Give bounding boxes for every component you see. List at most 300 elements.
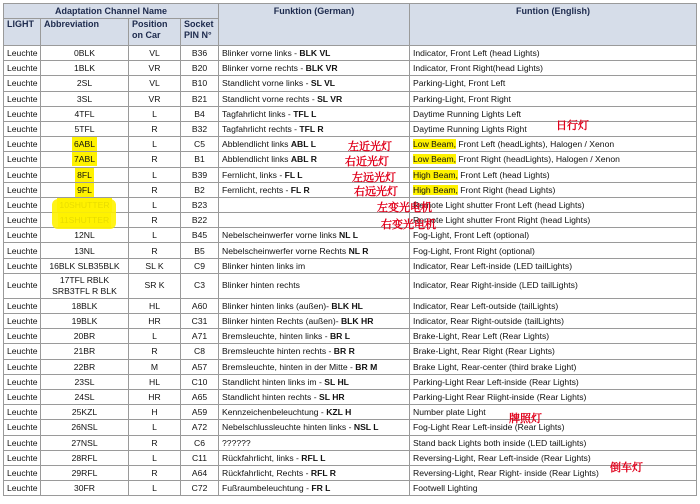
cell-abbreviation — [41, 298, 129, 313]
cell-light — [4, 228, 41, 243]
annotation-reverse: 倒车灯 — [610, 461, 643, 474]
german-code: BR L — [329, 331, 351, 342]
german-code: ABL L — [290, 139, 316, 150]
cell-light — [4, 91, 41, 106]
table-row — [4, 182, 697, 197]
cell-position — [129, 359, 181, 374]
cell-light — [4, 137, 41, 152]
german-code: RFL R — [310, 467, 337, 478]
cell-socket — [181, 298, 219, 313]
cell-funktion-german — [219, 106, 410, 121]
german-text: Nebelscheinwerfer vorne Rechts — [222, 245, 349, 256]
annotation-high-left: 左远光灯 — [352, 171, 396, 184]
position-text: L — [152, 331, 157, 342]
english-highlight: High Beam, — [413, 184, 458, 195]
position-text: R — [151, 245, 158, 256]
abbreviation-text: 22BR — [73, 361, 96, 372]
abbreviation-text: 25KZL — [71, 407, 98, 418]
abbreviation-text: 30FR — [73, 483, 95, 494]
english-text: Fog-Light Rear Left-inside (Rear Lights) — [413, 422, 565, 433]
light-text: Leuchte — [7, 452, 38, 463]
english-text: Brake Light, Rear-center (third brake Light) — [413, 361, 577, 372]
cell-socket — [181, 76, 219, 91]
cell-funktion-english — [410, 405, 697, 420]
german-code: FL R — [290, 184, 310, 195]
socket-text: B5 — [194, 245, 205, 256]
table-row — [4, 450, 697, 465]
light-text: Leuchte — [7, 124, 38, 135]
light-text: Leuchte — [7, 407, 38, 418]
light-text: Leuchte — [7, 361, 38, 372]
cell-funktion-german — [219, 450, 410, 465]
english-text: Stand back Lights both inside (LED tailLights) — [413, 437, 587, 448]
cell-position — [129, 213, 181, 228]
cell-socket — [181, 152, 219, 167]
cell-funktion-german — [219, 46, 410, 61]
socket-text: B2 — [194, 184, 205, 195]
german-code: NL L — [339, 230, 358, 241]
light-text: Leuchte — [7, 376, 38, 387]
german-text: Bremsleuchte, hinten in der Mitte - — [222, 361, 356, 372]
position-text: R — [151, 154, 158, 165]
light-text: Leuchte — [7, 260, 38, 271]
cell-funktion-english — [410, 420, 697, 435]
german-text: Rückfahrlicht, Rechts - — [222, 467, 311, 478]
socket-text: A59 — [191, 407, 208, 418]
english-text: Remote Light shutter Front Right (head Lights) — [413, 215, 591, 226]
abbreviation-text: 29RFL — [71, 467, 98, 478]
table-row — [4, 344, 697, 359]
cell-funktion-german — [219, 465, 410, 480]
cell-funktion-german — [219, 273, 410, 298]
cell-light — [4, 314, 41, 329]
light-text: Leuchte — [7, 184, 38, 195]
cell-abbreviation — [41, 228, 129, 243]
socket-text: B21 — [191, 93, 208, 104]
cell-funktion-english — [410, 481, 697, 496]
socket-text: B32 — [191, 124, 208, 135]
cell-funktion-english — [410, 167, 697, 182]
german-text: Standlicht vorne links - — [222, 78, 311, 89]
table-row — [4, 76, 697, 91]
cell-position — [129, 420, 181, 435]
cell-socket — [181, 465, 219, 480]
socket-text: C8 — [194, 346, 205, 357]
english-highlight: Low Beam, — [413, 154, 457, 165]
cell-abbreviation — [41, 243, 129, 258]
german-text: Fernlicht, links - — [222, 169, 285, 180]
lighting-channel-table — [3, 3, 697, 496]
abbreviation-text: 16BLK SLB35BLK — [49, 260, 120, 271]
cell-position — [129, 46, 181, 61]
position-text: R — [151, 467, 158, 478]
light-text: Leuchte — [7, 78, 38, 89]
table-body — [4, 46, 697, 496]
socket-text: A72 — [191, 422, 208, 433]
cell-abbreviation — [41, 405, 129, 420]
cell-abbreviation — [41, 389, 129, 404]
german-code: BLK HR — [340, 316, 374, 327]
english-text: Indicator, Rear Right-outside (tailLights) — [413, 316, 564, 327]
table-row — [4, 481, 697, 496]
english-highlight: Low Beam, — [413, 139, 457, 150]
cell-position — [129, 405, 181, 420]
german-text: Abblendlicht links — [222, 139, 291, 150]
position-text: R — [151, 124, 158, 135]
english-text: Daytime Running Lights Right — [413, 124, 527, 135]
table-row — [4, 420, 697, 435]
abbreviation-text: 20BR — [73, 331, 96, 342]
cell-position — [129, 389, 181, 404]
position-text: HL — [149, 376, 160, 387]
light-text: Leuchte — [7, 199, 38, 210]
annotation-drl: 日行灯 — [556, 119, 589, 132]
german-code: SL VR — [317, 93, 343, 104]
socket-text: C9 — [194, 260, 205, 271]
german-text: Standlicht vorne rechts - — [222, 93, 318, 104]
table-row — [4, 329, 697, 344]
cell-funktion-german — [219, 243, 410, 258]
cell-funktion-english — [410, 258, 697, 273]
header-abbreviation: Abbreviation — [41, 19, 129, 46]
german-text: Abblendlicht links — [222, 154, 291, 165]
cell-funktion-english — [410, 435, 697, 450]
table-row — [4, 389, 697, 404]
english-text: Indicator, Rear Right-inside (LED tailLights) — [413, 280, 578, 291]
table-row — [4, 273, 697, 298]
position-text: H — [151, 407, 158, 418]
table-row — [4, 298, 697, 313]
cell-funktion-german — [219, 405, 410, 420]
cell-light — [4, 344, 41, 359]
light-text: Leuchte — [7, 280, 38, 291]
cell-position — [129, 258, 181, 273]
table-row — [4, 405, 697, 420]
german-code: FR L — [311, 483, 331, 494]
cell-funktion-english — [410, 298, 697, 313]
english-text: Remote Light shutter Front Left (head Lights) — [413, 199, 585, 210]
cell-light — [4, 152, 41, 167]
german-text: Tagfahrlicht links - — [222, 108, 294, 119]
position-text: L — [152, 422, 157, 433]
cell-light — [4, 374, 41, 389]
cell-socket — [181, 228, 219, 243]
cell-position — [129, 450, 181, 465]
annotation-plate: 牌照灯 — [509, 412, 542, 425]
position-text: VR — [148, 93, 161, 104]
english-text: Parking-Light Rear Left-inside (Rear Lights) — [413, 376, 579, 387]
cell-abbreviation — [41, 465, 129, 480]
cell-funktion-english — [410, 374, 697, 389]
cell-funktion-german — [219, 121, 410, 136]
table-row — [4, 243, 697, 258]
header-light: LIGHT — [4, 19, 41, 46]
cell-funktion-english — [410, 359, 697, 374]
header-funktion-english: Funtion (English) — [410, 4, 697, 46]
cell-light — [4, 420, 41, 435]
cell-position — [129, 298, 181, 313]
german-text: Standlicht hinten links im - — [222, 376, 325, 387]
cell-funktion-german — [219, 359, 410, 374]
light-text: Leuchte — [7, 245, 38, 256]
table-row — [4, 228, 697, 243]
annotation-high-right: 右远光灯 — [354, 185, 398, 198]
abbreviation-text: 1BLK — [73, 63, 96, 74]
cell-abbreviation — [41, 420, 129, 435]
german-code: BLK HL — [331, 300, 363, 311]
english-text: Front Left (headLights), Halogen / Xenon — [456, 139, 615, 150]
cell-position — [129, 106, 181, 121]
cell-socket — [181, 91, 219, 106]
english-highlight: High Beam, — [413, 169, 458, 180]
abbreviation-text: 2SL — [76, 78, 93, 89]
cell-socket — [181, 359, 219, 374]
cell-abbreviation — [41, 76, 129, 91]
abbreviation-text: 21BR — [73, 346, 96, 357]
table-row — [4, 258, 697, 273]
light-text: Leuchte — [7, 316, 38, 327]
position-text: R — [151, 215, 158, 226]
cell-socket — [181, 137, 219, 152]
position-text: L — [152, 169, 157, 180]
header-funktion-german: Funktion (German) — [219, 4, 410, 46]
cell-funktion-english — [410, 61, 697, 76]
cell-socket — [181, 258, 219, 273]
cell-funktion-german — [219, 314, 410, 329]
english-text: Front Right (head Lights) — [457, 184, 556, 195]
cell-funktion-english — [410, 213, 697, 228]
cell-funktion-english — [410, 273, 697, 298]
header-adaptation-channel: Adaptation Channel Name — [4, 4, 219, 19]
cell-light — [4, 359, 41, 374]
cell-abbreviation — [41, 258, 129, 273]
cell-funktion-english — [410, 197, 697, 212]
cell-position — [129, 273, 181, 298]
cell-socket — [181, 435, 219, 450]
cell-socket — [181, 329, 219, 344]
cell-funktion-english — [410, 46, 697, 61]
cell-light — [4, 405, 41, 420]
table-row — [4, 465, 697, 480]
cell-funktion-english — [410, 465, 697, 480]
cell-light — [4, 167, 41, 182]
cell-funktion-english — [410, 450, 697, 465]
position-text: L — [152, 199, 157, 210]
cell-position — [129, 76, 181, 91]
cell-funktion-english — [410, 152, 697, 167]
light-text: Leuchte — [7, 48, 38, 59]
table-row — [4, 435, 697, 450]
cell-light — [4, 389, 41, 404]
cell-socket — [181, 314, 219, 329]
german-text: Nebelscheinwerfer vorne links — [222, 230, 340, 241]
cell-light — [4, 197, 41, 212]
cell-funktion-english — [410, 91, 697, 106]
cell-light — [4, 329, 41, 344]
table-row — [4, 314, 697, 329]
english-text: Front Right (headLights), Halogen / Xenon — [456, 154, 620, 165]
position-text: L — [152, 139, 157, 150]
table-row — [4, 167, 697, 182]
cell-light — [4, 273, 41, 298]
socket-text: A60 — [191, 300, 208, 311]
cell-socket — [181, 197, 219, 212]
abbreviation-text: 5TFL — [74, 124, 95, 135]
german-code: TFL L — [293, 108, 317, 119]
cell-funktion-german — [219, 76, 410, 91]
cell-position — [129, 481, 181, 496]
english-text: Indicator, Rear Left-inside (LED tailLights) — [413, 260, 573, 271]
socket-text: B4 — [194, 108, 205, 119]
light-text: Leuchte — [7, 346, 38, 357]
position-text: HR — [148, 392, 161, 403]
german-text: Rückfahrlicht, links - — [222, 452, 302, 463]
cell-position — [129, 182, 181, 197]
socket-text: B45 — [191, 230, 208, 241]
position-text: M — [150, 361, 159, 372]
cell-position — [129, 344, 181, 359]
light-text: Leuchte — [7, 300, 38, 311]
abbreviation-text: 6ABL — [73, 139, 96, 150]
cell-light — [4, 450, 41, 465]
position-text: VL — [149, 48, 160, 59]
light-text: Leuchte — [7, 331, 38, 342]
table-row — [4, 359, 697, 374]
cell-position — [129, 152, 181, 167]
cell-light — [4, 258, 41, 273]
cell-socket — [181, 481, 219, 496]
cell-socket — [181, 389, 219, 404]
cell-abbreviation — [41, 481, 129, 496]
abbreviation-text: 13NL — [74, 245, 95, 256]
light-text: Leuchte — [7, 230, 38, 241]
light-text: Leuchte — [7, 437, 38, 448]
socket-text: C6 — [194, 437, 205, 448]
cell-funktion-english — [410, 228, 697, 243]
cell-funktion-english — [410, 344, 697, 359]
german-code: SL HR — [319, 392, 345, 403]
cell-abbreviation — [41, 435, 129, 450]
socket-text: C5 — [194, 139, 205, 150]
abbreviation-text: 17TFL RBLK SRB3TFL R BLK — [52, 274, 117, 296]
cell-abbreviation — [41, 106, 129, 121]
cell-funktion-german — [219, 435, 410, 450]
cell-light — [4, 106, 41, 121]
cell-abbreviation — [41, 182, 129, 197]
cell-position — [129, 435, 181, 450]
light-text: Leuchte — [7, 392, 38, 403]
abbreviation-text: 3SL — [76, 93, 93, 104]
annotation-low-right: 右近光灯 — [345, 155, 389, 168]
cell-funktion-english — [410, 182, 697, 197]
abbreviation-text: 0BLK — [73, 48, 96, 59]
cell-position — [129, 243, 181, 258]
cell-position — [129, 465, 181, 480]
cell-light — [4, 61, 41, 76]
cell-funktion-english — [410, 243, 697, 258]
cell-abbreviation — [41, 450, 129, 465]
cell-socket — [181, 420, 219, 435]
cell-position — [129, 228, 181, 243]
cell-funktion-english — [410, 76, 697, 91]
cell-abbreviation — [41, 329, 129, 344]
light-text: Leuchte — [7, 154, 38, 165]
abbreviation-text: 8FL — [77, 169, 92, 180]
cell-abbreviation — [41, 273, 129, 298]
abbreviation-text: 27NSL — [71, 437, 98, 448]
light-text: Leuchte — [7, 108, 38, 119]
socket-text: C72 — [191, 483, 208, 494]
table-row — [4, 61, 697, 76]
socket-text: B39 — [191, 169, 208, 180]
position-text: HR — [148, 316, 161, 327]
socket-text: C31 — [191, 316, 208, 327]
socket-text: A71 — [191, 331, 208, 342]
light-text: Leuchte — [7, 422, 38, 433]
cell-socket — [181, 374, 219, 389]
position-text: L — [152, 452, 157, 463]
cell-funktion-english — [410, 106, 697, 121]
german-code: BR R — [333, 346, 355, 357]
english-text: Parking-Light Rear Riight-inside (Rear Lights) — [413, 392, 587, 403]
cell-socket — [181, 46, 219, 61]
english-text: Reversing-Light, Rear Left-inside (Rear Lights) — [413, 452, 591, 463]
socket-text: B1 — [194, 154, 205, 165]
cell-socket — [181, 344, 219, 359]
german-code: TFL R — [299, 124, 324, 135]
cell-light — [4, 213, 41, 228]
german-code: SL HL — [324, 376, 349, 387]
german-text: Kennzeichenbeleuchtung - — [222, 407, 327, 418]
socket-text: A65 — [191, 392, 208, 403]
cell-abbreviation — [41, 344, 129, 359]
cell-funktion-english — [410, 137, 697, 152]
cell-abbreviation — [41, 46, 129, 61]
socket-text: B20 — [191, 63, 208, 74]
shutter-highlight-mark — [52, 199, 116, 229]
german-text: Bremsleuchte hinten rechts - — [222, 346, 334, 357]
abbreviation-text: 12NL — [74, 230, 95, 241]
german-code: SL VL — [310, 78, 336, 89]
cell-abbreviation — [41, 167, 129, 182]
german-text: Fußraumbeleuchtung - — [222, 483, 312, 494]
light-text: Leuchte — [7, 63, 38, 74]
cell-socket — [181, 121, 219, 136]
position-text: L — [152, 108, 157, 119]
socket-text: B22 — [191, 215, 208, 226]
annotation-shutter-right: 右变光电机 — [381, 218, 436, 231]
german-text: Tagfahrlicht rechts - — [222, 124, 300, 135]
abbreviation-text: 7ABL — [73, 154, 96, 165]
cell-socket — [181, 167, 219, 182]
position-text: HL — [149, 300, 160, 311]
german-text: Blinker hinten links (außen)- — [222, 300, 332, 311]
abbreviation-text: 26NSL — [71, 422, 98, 433]
german-code: KZL H — [326, 407, 352, 418]
english-text: Front Left (head Lights) — [457, 169, 550, 180]
german-text: Bremsleuchte, hinten links - — [222, 331, 330, 342]
cell-socket — [181, 182, 219, 197]
english-text: Brake-Light, Rear Left (Rear Lights) — [413, 331, 550, 342]
cell-light — [4, 46, 41, 61]
german-code: FL L — [284, 169, 303, 180]
english-text: Number plate Light — [413, 407, 486, 418]
table-row — [4, 374, 697, 389]
cell-light — [4, 465, 41, 480]
position-text: R — [151, 184, 158, 195]
cell-position — [129, 137, 181, 152]
position-text: VR — [148, 63, 161, 74]
